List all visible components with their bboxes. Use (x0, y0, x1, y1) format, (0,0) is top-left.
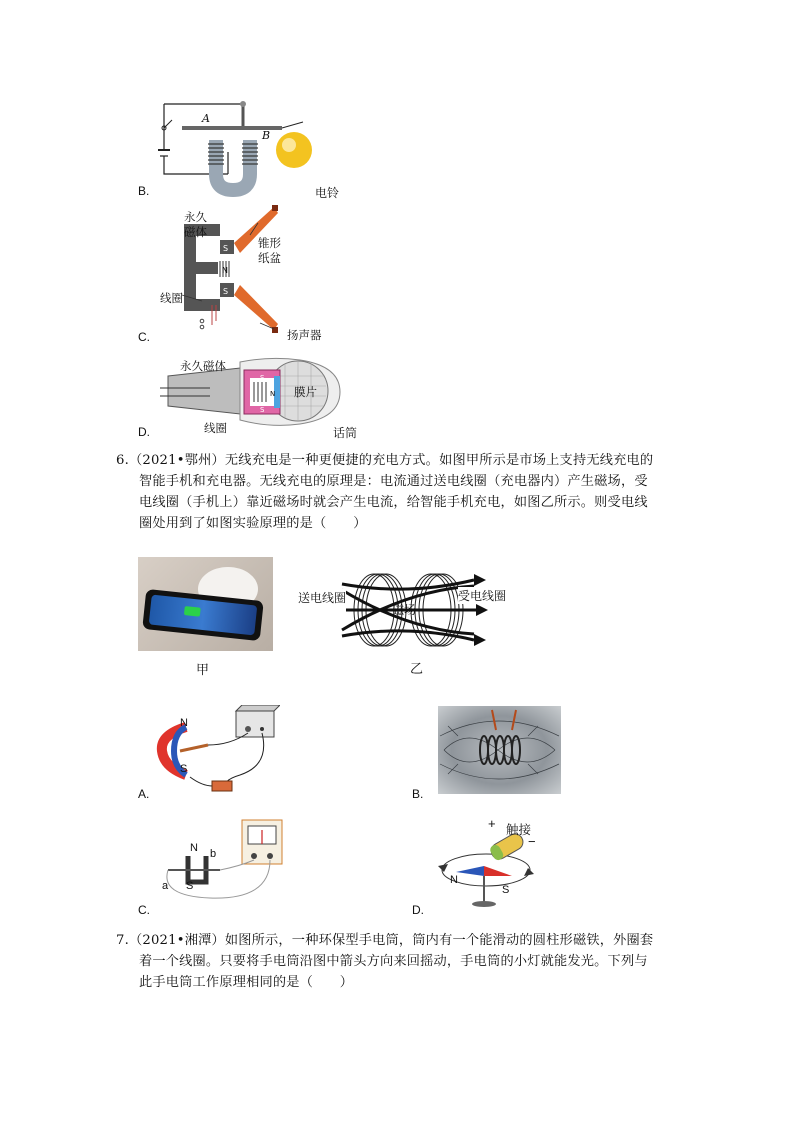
speaker-caption: 扬声器 (287, 328, 322, 342)
q6-option-b-letter: B. (412, 787, 424, 801)
q6d-minus: − (528, 834, 536, 849)
question-7-line-2: 着一个线圈。只要将手电筒沿图中箭头方向来回摇动，手电筒的小灯就能发光。下列与 (139, 954, 648, 969)
svg-text:N: N (222, 266, 228, 275)
q6c-a: a (162, 880, 169, 892)
q6-option-c-letter: C. (138, 903, 150, 917)
option-d-letter: D. (138, 425, 150, 439)
fig-yi-coils (296, 570, 516, 650)
svg-text:S: S (223, 287, 229, 296)
mic-coil-label: 线圈 (204, 421, 227, 435)
question-7 (116, 930, 686, 993)
q6-option-d-figure (436, 816, 556, 912)
bell-caption: 电铃 (315, 186, 340, 200)
option-c-speaker (150, 205, 350, 340)
mic-membrane-label: 膜片 (294, 385, 317, 399)
solenoid-filings-figure (438, 706, 561, 794)
q6d-s: S (502, 884, 510, 896)
magnet-label-1: 永久 (184, 210, 207, 224)
svg-text:S: S (260, 406, 265, 414)
send-coil-label: 送电线圈 (298, 591, 347, 605)
q6d-n: N (450, 874, 458, 886)
q6c-b: b (210, 848, 217, 860)
question-7-number: 7. (116, 933, 129, 948)
option-b-letter: B. (138, 184, 150, 198)
speaker-figure (150, 205, 350, 340)
coil-label: 线圈 (160, 291, 183, 305)
question-6-line-2: 智能手机和充电器。无线充电的原理是：电流通过送电线圈（充电器内）产生磁场，受 (139, 474, 648, 489)
q6c-n: N (190, 842, 198, 854)
magnet-label-2: 磁体 (184, 225, 207, 239)
cone-label-2: 纸盆 (258, 251, 281, 265)
question-7-line-3: 此手电筒工作原理相同的是（ ） (139, 975, 354, 990)
fig-jia-label: 甲 (196, 663, 210, 678)
mic-caption: 话筒 (333, 426, 358, 440)
motor-circuit-figure (150, 705, 280, 795)
label-b: B (262, 129, 271, 142)
field-label: 磁场 (392, 603, 417, 617)
cone-label-1: 锥形 (258, 236, 281, 250)
svg-text:N: N (270, 390, 276, 398)
oersted-figure (436, 816, 556, 912)
recv-coil-label: 受电线圈 (458, 589, 507, 603)
question-6-line-3: 电线圈（手机上）靠近磁场时就会产生电流，给智能手机充电，如图乙所示。则受电线 (139, 495, 648, 510)
q6a-n: N (180, 717, 188, 729)
question-6-line-1: 6.（2021•鄂州）无线充电是一种更便捷的充电方式。如图甲所示是市场上支持无线充电的 (116, 453, 654, 468)
question-6 (116, 450, 686, 534)
q6a-s: S (180, 763, 188, 775)
q6d-plus: + (488, 816, 496, 831)
q6d-touch: 触接 (506, 822, 532, 837)
option-d-microphone (150, 356, 360, 436)
q6-option-a-letter: A. (138, 787, 150, 801)
q6-option-b-figure (438, 706, 561, 794)
induction-figure (160, 816, 290, 908)
fig-yi-label: 乙 (410, 662, 424, 677)
svg-text:S: S (260, 374, 265, 382)
question-7-line-1: 7.（2021•湘潭）如图所示，一种环保型手电筒，筒内有一个能滑动的圆柱形磁铁，外圈套 (116, 933, 654, 948)
label-a: A (202, 112, 210, 125)
svg-text:S: S (223, 244, 229, 253)
question-6-number: 6. (116, 453, 129, 468)
q6c-s: S (186, 880, 194, 892)
q6-option-d-letter: D. (412, 903, 424, 917)
mic-magnet-label: 永久磁体 (180, 359, 226, 373)
question-6-line-4: 圈处用到了如图实验原理的是（ ） (139, 516, 367, 531)
q6-option-a-figure (150, 705, 280, 795)
fig-jia-photo (138, 557, 273, 651)
q6-option-c-figure (160, 816, 290, 908)
option-c-letter: C. (138, 330, 150, 344)
